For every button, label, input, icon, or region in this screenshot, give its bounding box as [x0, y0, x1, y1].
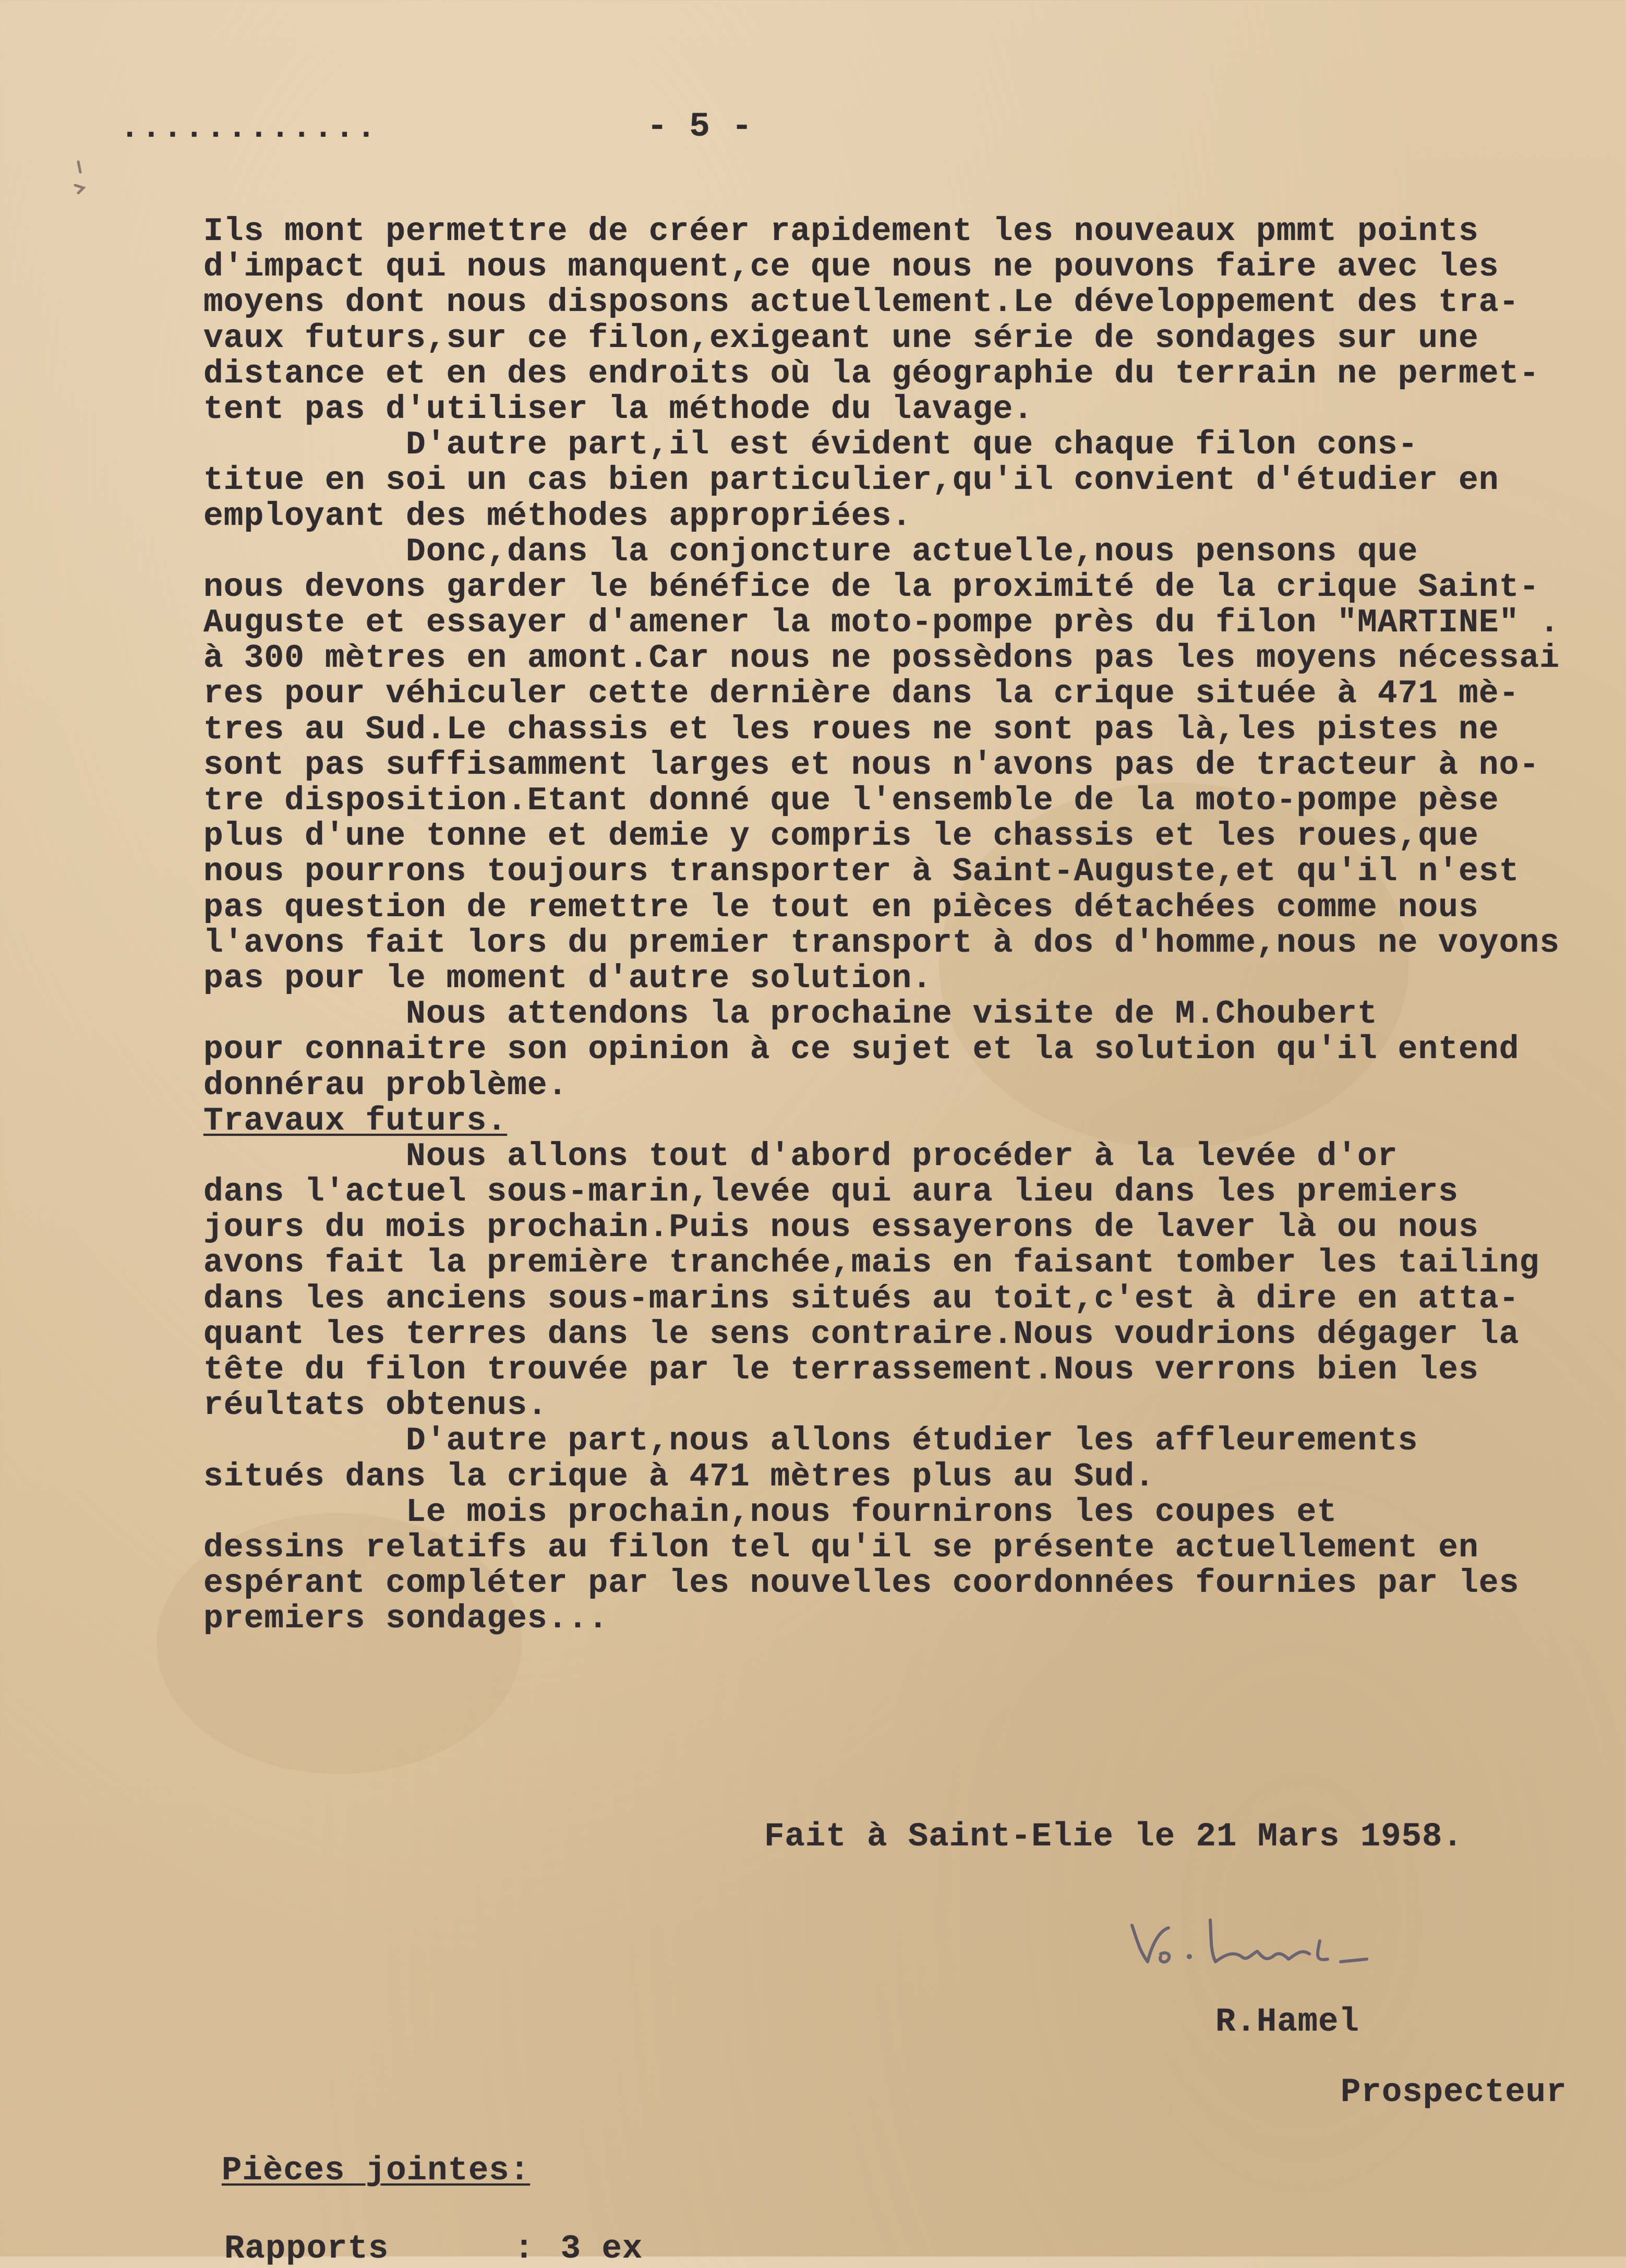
body-line: Nous allons tout d'abord procéder à la levée d'or [203, 1137, 1398, 1175]
body-line: avons fait la première tranchée,mais en faisant tomber les tailing [203, 1244, 1540, 1282]
body-line: dans les anciens sous-marins situés au toit,c'est à dire en atta- [203, 1280, 1520, 1317]
body-line: donnérau problème. [203, 1066, 568, 1104]
body-line: plus d'une tonne et demie y compris le chassis et les roues,que [203, 818, 1479, 855]
attachment-row [224, 2230, 643, 2268]
body-line: quant les terres dans le sens contraire.Nous voudrions dégager la [203, 1315, 1520, 1353]
body-line: vaux futurs,sur ce filon,exigeant une série de sondages sur une [203, 319, 1479, 357]
body-line: d'impact qui nous manquent,ce que nous ne pouvons faire avec les [203, 248, 1499, 286]
body-line: pas question de remettre le tout en pièces détachées comme nous [203, 889, 1479, 926]
margin-mark-icon [63, 157, 94, 219]
body-line: à 300 mètres en amont.Car nous ne possèdons pas les moyens nécessai [203, 640, 1560, 677]
body-line: Nous attendons la prochaine visite de M.Choubert [203, 995, 1378, 1033]
body-line: employant des méthodes appropriées. [203, 497, 912, 535]
body-line: Le mois prochain,nous fournirons les coupes et [203, 1493, 1338, 1531]
signer-title: Prospecteur [1341, 2074, 1567, 2111]
attachment-separator: : [514, 2230, 535, 2268]
body-line: nous pourrons toujours transporter à Saint-Auguste,et qu'il n'est [203, 853, 1520, 891]
signer-name: R.Hamel [1215, 2003, 1359, 2041]
body-line: espérant compléter par les nouvelles coordonnées fournies par les [203, 1565, 1520, 1602]
attachments-label: Pièces jointes: [222, 2152, 531, 2190]
body-line: titue en soi un cas bien particulier,qu'il convient d'étudier en [203, 462, 1499, 499]
body-line: moyens dont nous disposons actuellement.Le développement des tra- [203, 284, 1520, 321]
header-dots: ............ [120, 110, 378, 147]
letter-body [203, 214, 1560, 1637]
attachment-item: Rapports [224, 2230, 389, 2268]
body-line: dans l'actuel sous-marin,levée qui aura lieu dans les premiers [203, 1173, 1459, 1211]
attachment-count: 3 ex [560, 2230, 643, 2268]
body-line: tent pas d'utiliser la méthode du lavage. [203, 390, 1034, 428]
body-line: Ils mont permettre de créer rapidement les nouveaux pmmt points [203, 213, 1479, 250]
body-line: distance et en des endroits où la géographie du terrain ne permet- [203, 355, 1540, 392]
body-line: D'autre part,nous allons étudier les affleurements [203, 1422, 1418, 1460]
body-line: pas pour le moment d'autre solution. [203, 959, 933, 997]
body-line: sont pas suffisamment larges et nous n'avons pas de tracteur à no- [203, 746, 1540, 784]
body-line: situés dans la crique à 471 mètres plus au Sud. [203, 1458, 1155, 1495]
body-line: jours du mois prochain.Puis nous essayerons de laver là ou nous [203, 1209, 1479, 1246]
page-number: - 5 - [647, 107, 753, 146]
handwritten-signature-icon [1122, 1904, 1382, 1988]
section-heading: Travaux futurs. [203, 1102, 508, 1139]
body-line: res pour véhiculer cette dernière dans la crique située à 471 mè- [203, 675, 1520, 713]
body-line: tre disposition.Etant donné que l'ensemble de la moto-pompe pèse [203, 782, 1499, 819]
body-line: Donc,dans la conjoncture actuelle,nous pensons que [203, 533, 1418, 570]
body-line: Auguste et essayer d'amener la moto-pompe près du filon "MARTINE" . [203, 604, 1560, 642]
place-date-line: Fait à Saint-Elie le 21 Mars 1958. [764, 1818, 1463, 1856]
body-line: dessins relatifs au filon tel qu'il se présente actuellement en [203, 1529, 1479, 1566]
body-line: réultats obtenus. [203, 1387, 548, 1424]
body-line: nous devons garder le bénéfice de la proximité de la crique Saint- [203, 568, 1540, 606]
body-line: l'avons fait lors du premier transport à dos d'homme,nous ne voyons [203, 924, 1560, 962]
body-line: D'autre part,il est évident que chaque filon cons- [203, 426, 1418, 464]
body-line: tres au Sud.Le chassis et les roues ne sont pas là,les pistes ne [203, 711, 1499, 748]
body-line: pour connaitre son opinion à ce sujet et la solution qu'il entend [203, 1031, 1520, 1069]
body-line: tête du filon trouvée par le terrassement.Nous verrons bien les [203, 1351, 1479, 1388]
body-line: premiers sondages... [203, 1600, 609, 1638]
